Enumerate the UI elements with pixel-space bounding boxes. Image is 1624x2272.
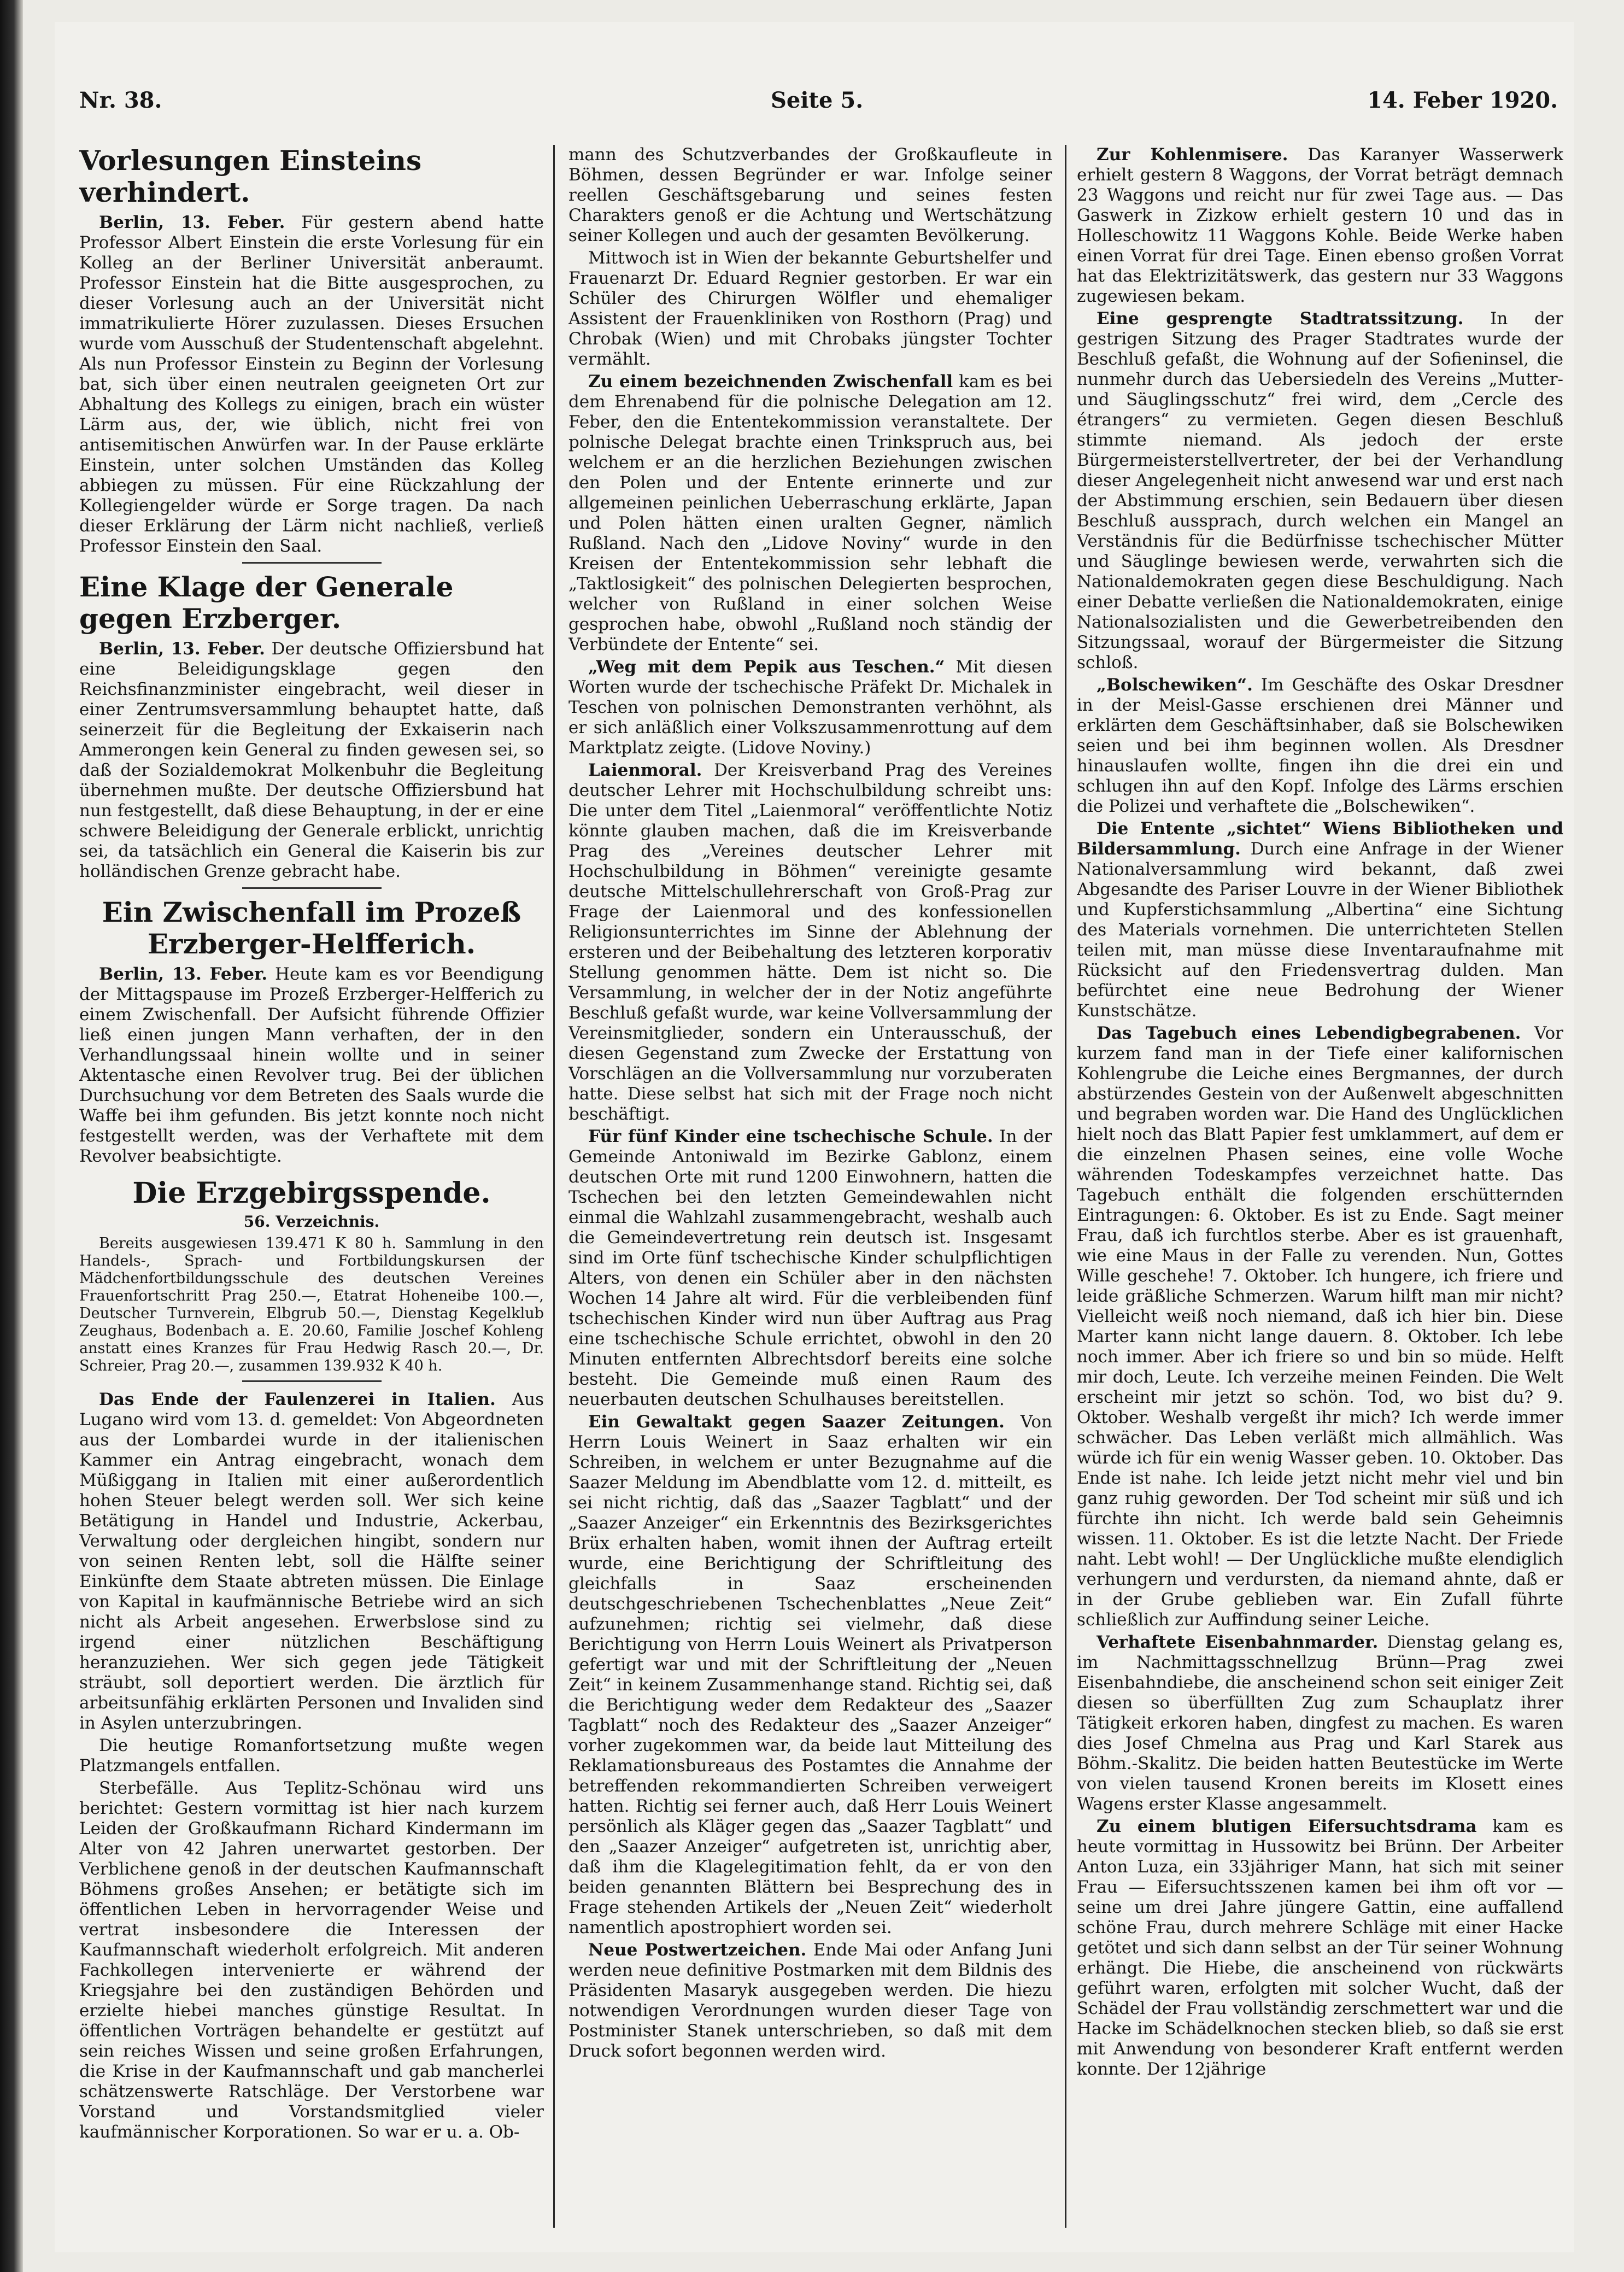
- column-rule: [1065, 145, 1066, 2228]
- article-text: Der Kreisverband Prag des Vereines deutscher Lehrer mit Hochschulbildung schreibt uns: Die unter dem Titel „Laienmoral“ veröffentlichte Notiz könnte glauben machen, daß die im Kreisverbande Prag des „Vereines deutscher Lehrer mit Hochschulbildung in Böhmen“ vereinigte gesamte deutsche Mittelschullehrerschaft von Groß-Prag zur Frage der Laienmoral und des konfessionellen Religionsunterrichtes im Sinne der Ablehnung der ersteren und der Beibehaltung des letzteren korporativ Stellung genommen hätte. Dem ist nicht so. Die Versammlung, in welcher der in der Notiz angeführte Beschluß gefaßt wurde, war keine Vollversammlung der Vereinsmitglieder, sondern ein Unterausschuß, der diesen Gegenstand zum Zwecke der Erstattung von Vorschlägen an die Vollversammlung nur vorzuberaten hatte. Diese selbst hat sich mit der Frage noch nicht beschäftigt.: [568, 760, 1052, 1124]
- dateline: Berlin, 13. Feber.: [99, 213, 285, 232]
- article-text: Aus Lugano wird vom 13. d. gemeldet: Von Abgeordneten aus der Lombardei wurde in der italienischen Kammer ein Antrag eingebracht, wonach dem Müßiggang in Italien mit einer außerordentlich hohen Steuer belegt werden soll. Wer sich keine Betätigung in Handel und Industrie, Ackerbau, Verwaltung oder dergleichen hingibt, sondern nur von seinen Renten lebt, soll die Hälfte seiner Einkünfte dem Staate abtreten müssen. Die Einlage von Kapital in kaufmännische Betriebe wird an sich nicht als Arbeit angesehen. Erwerbslose sind zu irgend einer nützlichen Beschäftigung heranzuziehen. Wer sich gegen jede Tätigkeit sträubt, soll deportiert werden. Die ärztlich für arbeitsunfähig erklärten Personen und Invaliden sind in Asylen unterzubringen.: [79, 1390, 544, 1733]
- article-text: Für gestern abend hatte Professor Albert Einstein die erste Vorlesung für ein Kolleg an der Berliner Universität anberaumt. Professor Einstein hat die Bitte ausgesprochen, zu dieser Vorlesung auch an der Universität nicht immatrikulierte Hörer zuzulassen. Dieses Ersuchen wurde vom Ausschuß der Studentenschaft abgelehnt. Als nun Professor Einstein zu Beginn der Vorlesung bat, sich über einen neutralen geeigneten Ort zur Abhaltung des Kollegs zu einigen, brach ein wüster Lärm aus, der, wie üblich, nicht frei von antisemitischen Anwürfen war. In der Pause erklärte Einstein, unter solchen Umständen das Kolleg abbiegen zu müssen. Für eine Rückzahlung der Kollegiengelder würde er Sorge tragen. Da nach dieser Erklärung der Lärm nicht nachließ, verließ Professor Einstein den Saal.: [79, 213, 544, 556]
- dateline: Berlin, 13. Feber.: [99, 964, 268, 984]
- article-body: [1077, 309, 1563, 673]
- article-title: Vorlesungen Einsteins verhindert.: [79, 145, 422, 208]
- article-lead: „Weg mit dem Pepik aus Teschen.“: [588, 657, 945, 677]
- article-text: Im Geschäfte des Oskar Dresdner in der Meisl-Gasse erschienen drei Männer und erklärten dem Geschäftsinhaber, daß sie Bolschewiken seien und bei ihm beginnen wollen. Als Dresdner hinauslaufen wollte, fingen ihn die drei ein und schlugen ihn auf den Kopf. Infolge des Lärms erschien die Polizei und verhaftete die „Bolschewiken“.: [1077, 675, 1563, 816]
- article-subtitle: 56. Verzeichnis.: [243, 1213, 380, 1231]
- article-lead: Eine gesprengte Stadtratssitzung.: [1097, 309, 1464, 329]
- article-lead: Für fünf Kinder eine tschechische Schule.: [588, 1127, 993, 1146]
- article-body: [568, 1940, 1052, 2062]
- article-body: Sterbefälle. Aus Teplitz-Schönau wird uns berichtet: Gestern vormittag ist hier nach kurzem Leiden der Großkaufmann Richard Kindermann im Alter von 42 Jahren unerwartet gestorben. Der Verblichene genoß in der deutschen Kaufmannschaft Böhmens großes Ansehen; er betätigte sich im öffentlichen Leben in hervorragender Weise und vertrat insbesondere die Interessen der Kaufmannschaft wiederholt erfolgreich. Mit anderen Fachkollegen intervenierte er während der Kriegsjahre bei den zuständigen Behörden und erzielte hiebei manches günstige Resultat. In öffentlichen Vorträgen behandelte er gestützt auf sein reiches Wissen und seine großen Erfahrungen, die Krise in der Kaufmannschaft und gab mancherlei schätzenswerte Ratschläge. Der Verstorbene war Vorstand und Vorstandsmitglied vieler kaufmännischer Korporationen. So war er u. a. Ob-: [79, 1778, 544, 2142]
- article-lead: Das Ende der Faulenzerei in Italien.: [99, 1390, 496, 1409]
- separator: [242, 562, 382, 564]
- article-body: [568, 657, 1052, 758]
- article-body: [79, 964, 544, 1167]
- article-text: Dienstag gelang es, im Nachmittagsschnellzug Brünn—Prag zwei Eisenbahndiebe, die anscheinend schon seit einiger Zeit diesen so überfüllten Zug zum Schauplatz ihrer Tätigkeit erkoren haben, dingfest zu machen. Es waren dies Josef Chmelna aus Prag und Karl Starek aus Böhm.-Skalitz. Die beiden hatten Beutestücke im Werte von vielen tausend Kronen bereits im Klosett eines Wagens erster Klasse angesammelt.: [1077, 1632, 1563, 1814]
- article-lead: Laienmoral.: [588, 760, 702, 780]
- article-text: In der Gemeinde Antoniwald im Bezirke Gablonz, einem deutschen Orte mit rund 1200 Einwohnern, hatten die Tschechen bei den letzten Gemeindewahlen nicht einmal die Wahlzahl zusammengebracht, weshalb auch die Gemeindevertretung rein deutsch ist. Insgesamt sind im Orte fünf tschechische Kinder schulpflichtigen Alters, von denen ein Schüler aber in den nächsten Wochen 14 Jahre alt wird. Für die verbleibenden fünf tschechischen Kinder wird nun über Auftrag aus Prag eine tschechische Schule errichtet, obwohl in den 20 Minuten entfernten Albrechtsdorf bereits eine solche besteht. Die Gemeinde muß einen Raum des neuerbauten deutschen Schulhauses bereitstellen.: [568, 1127, 1052, 1409]
- article-text: Das Karanyer Wasserwerk erhielt gestern 8 Waggons, der Vorrat beträgt demnach 23 Waggons und reicht nur für zwei Tage aus. — Das Gaswerk in Zizkow erhielt gestern 10 und das in Holleschowitz 11 Waggons Kohle. Beide Werke haben einen Vorrat für drei Tage. Einen ebenso großen Vorrat hat das Elektrizitätswerk, das gestern nur 33 Waggons zugewiesen bekam.: [1077, 145, 1563, 306]
- article-title: Ein Zwischenfall im Prozeß Erzberger-Helfferich.: [102, 896, 521, 960]
- article-text: Von Herrn Louis Weinert in Saaz erhalten wir ein Schreiben, in welchem er unter Bezugnahme auf die Saazer Meldung im Abendblatte vom 12. d. mitteilt, es sei nicht richtig, daß das „Saazer Tagblatt“ und der „Saazer Anzeiger“ ein Erkenntnis des Bezirksgerichtes Brüx erhalten haben, womit ihnen der Auftrag erteilt wurde, eine Berichtigung der Schriftleitung des gleichfalls in Saaz erscheinenden deutschgeschriebenen Tschechenblattes „Neue Zeit“ aufzunehmen; richtig sei vielmehr, daß diese Berichtigung von Herrn Louis Weinert als Privatperson gefertigt war und mit der Schriftleitung der „Neuen Zeit“ in keinem Zusammenhange stand. Richtig sei, daß die Berichtigung weder dem Redakteur des „Saazer Tagblatt“ noch des Redakteur des „Saazer Anzeiger“ vorher zugekommen war, da beide laut Mitteilung des Reklamationsbureaus des Postamtes die Annahme der betreffenden rekommandierten Schreiben verweigert hatten. Richtig sei ferner auch, daß Herr Louis Weinert persönlich als Kläger gegen das „Saazer Tagblatt“ und den „Saazer Anzeiger“ aufgetreten ist, unrichtig aber, daß ihm die Klagelegitimation fehlt, da er von den beiden genannten Blättern bei Besprechung des in Frage stehenden Artikels der „Neuen Zeit“ wiederholt namentlich apostrophiert worden sei.: [568, 1412, 1052, 1937]
- page-header: [55, 87, 1574, 131]
- article-text: In der gestrigen Sitzung des Prager Stadtrates wurde der Beschluß gefaßt, die Wohnung auf der Sofieninsel, die nunmehr durch das Uebersiedeln des Vereins „Mutter- und Säuglingsschutz“ frei wird, dem „Cercle des étrangers“ zu vermieten. Gegen diesen Beschluß stimmte niemand. Als jedoch der erste Bürgermeisterstellvertreter, der bei der Verhandlung dieser Angelegenheit nicht anwesend war und erst nach der Abstimmung erschien, sein Bedauern über diesen Beschluß aussprach, durch welchen ein Mangel an Verständnis für die Bedürfnisse tschechischer Mütter und Säuglinge bewiesen werde, verwahrten sich die Nationaldemokraten gegen diese Beschuldigung. Nach einer Debatte verließen die Nationaldemokraten, einige Nationalsozialisten und die Gewerbetreibenden den Sitzungssaal, worauf der Bürgermeister die Sitzung schloß.: [1077, 309, 1563, 672]
- article-body: [1077, 819, 1563, 1021]
- article-text: Durch eine Anfrage in der Wiener Nationalversammlung wird bekannt, daß zwei Abgesandte des Pariser Louvre in der Wiener Bibliothek und Kupferstichsammlung „Albertina“ eine Sichtung des Materials vornehmen. Die unterrichteten Stellen teilen mit, man müsse diese Inventaraufnahme mit Rücksicht auf den Friedensvertrag dulden. Man befürchtet eine neue Bedrohung der Wiener Kunstschätze.: [1077, 839, 1563, 1021]
- article-lead: Zu einem bezeichnenden Zwischenfall: [588, 372, 953, 391]
- column-right: [1077, 145, 1563, 2228]
- article-title: Die Erzgebirgsspende.: [132, 1176, 491, 1210]
- article-text: Der deutsche Offiziersbund hat eine Beleidigungsklage gegen den Reichsfinanzminister eingebracht, weil dieser in einer Zentrumsversammlung behauptet hatte, daß seinerzeit für die Begleitung der Exkaiserin nach Ammerongen kein General zu finden gewesen sei, so daß der Sozialdemokrat Molkenbuhr die Begleitung übernehmen mußte. Der deutsche Offiziersbund hat nun festgestellt, daß diese Behauptung, in der er eine schwere Beleidigung der Generale erblickt, unrichtig sei, da tatsächlich ein General die Kaiserin bis zur holländischen Grenze gebracht habe.: [79, 639, 544, 881]
- article-lead: Verhaftete Eisenbahnmarder.: [1097, 1632, 1379, 1652]
- article-body: [568, 1127, 1052, 1410]
- article-text: Mit diesen Worten wurde der tschechische Präfekt Dr. Michalek in Teschen von polnischen Demonstranten verhöhnt, als er sich anläßlich einer Volkszusammenrottung auf dem Marktplatz zeigte. (Lidove Noviny.): [568, 657, 1052, 758]
- article-body: [1077, 1023, 1563, 1630]
- article-body: [568, 1412, 1052, 1938]
- article-body: [1077, 145, 1563, 307]
- article-body: Mittwoch ist in Wien der bekannte Geburtshelfer und Frauenarzt Dr. Eduard Regnier gestorben. Er war ein Schüler des Chirurgen Wölfler und ehemaliger Assistent der Frauenkliniken von Rosthorn (Prag) und Chrobak (Wien) und mit Chrobaks jüngster Tochter vermählt.: [568, 248, 1052, 369]
- article-lead: Die Entente „sichtet“ Wiens Bibliotheken und Bildersammlung.: [1077, 819, 1563, 859]
- article-body: [79, 213, 544, 557]
- article-lead: Neue Postwertzeichen.: [588, 1940, 807, 1960]
- article-text: kam es bei dem Ehrenabend für die polnische Delegation am 12. Feber, den die Ententekommission veranstaltete. Der polnische Delegat brachte einen Trinkspruch aus, bei welchem er an die herzlichen Beziehungen zwischen den Polen und der Entente erinnerte und zur allgemeinen peinlichen Ueberraschung erklärte, Japan und Polen hätten einen uralten Gegner, nämlich Rußland. Nach den „Lidove Noviny“ wurde in den Kreisen der Ententekommission sehr lebhaft die „Taktlosigkeit“ des polnischen Delegierten besprochen, welcher von Rußland in einer solchen Weise gesprochen habe, obwohl „Rußland noch ständig der Verbündete der Entente“ sei.: [568, 372, 1052, 654]
- article-body: [79, 639, 544, 882]
- article-lead: Das Tagebuch eines Lebendigbegrabenen.: [1097, 1023, 1521, 1043]
- article-body: [79, 1390, 544, 1734]
- column-left: [79, 145, 544, 2228]
- article-body: [568, 760, 1052, 1125]
- issue-number: Nr. 38.: [79, 87, 162, 113]
- article-body: [568, 372, 1052, 655]
- article-lead: Zu einem blutigen Eifersuchtsdrama: [1097, 1817, 1477, 1836]
- issue-date: 14. Feber 1920.: [1367, 87, 1558, 113]
- page-number: Seite 5.: [771, 87, 864, 113]
- article-lead: „Bolschewiken“.: [1097, 675, 1253, 695]
- article-text: Ende Mai oder Anfang Juni werden neue definitive Postmarken mit dem Bildnis des Präsidenten Masaryk ausgegeben werden. Die hiezu notwendigen Verordnungen wurden dieser Tage von Postminister Stanek unterschrieben, so daß mit dem Druck sofort begonnen werden wird.: [568, 1940, 1052, 2061]
- article-text: Heute kam es vor Beendigung der Mittagspause im Prozeß Erzberger-Helfferich zu einem Zwischenfall. Der Aufsicht führende Offizier ließ einen jungen Mann verhaften, der in den Verhandlungssaal hinein wollte und in seiner Aktentasche einen Revolver trug. Bei der üblichen Durchsuchung vor dem Betreten des Saals wurde die Waffe bei ihm gefunden. Bis jetzt konnte noch nicht festgestellt werden, was der Verhaftete mit dem Revolver beabsichtigte.: [79, 964, 544, 1166]
- article-lead: Ein Gewaltakt gegen Saazer Zeitungen.: [588, 1412, 1005, 1432]
- separator: [242, 1380, 382, 1382]
- article-title: Eine Klage der Generale gegen Erzberger.: [79, 571, 454, 635]
- newspaper-page: [55, 22, 1574, 2252]
- article-text: kam es heute vormittag in Hussowitz bei Brünn. Der Arbeiter Anton Luza, ein 33jähriger Mann, hat sich mit seiner Frau — Eifersuchtsszenen kamen bei ihm oft vor — seine um drei Jahre jüngere Gattin, eine auffallend schöne Frau, durch mehrere Schläge mit einer Hacke getötet und sich dann selbst an der Tür seiner Wohnung erhängt. Die Hiebe, die anscheinend von rückwärts geführt waren, erfolgten mit solcher Wucht, daß der Schädel der Frau vollständig zerschmettert war und die Hacke im Schädelknochen stecken blieb, so daß sie erst mit Anwendung von besonderer Kraft entfernt werden konnte. Der 12jährige: [1077, 1817, 1563, 2079]
- article-text: Vor kurzem fand man in der Tiefe einer kalifornischen Kohlengrube die Leiche eines Bergmannes, der durch abstürzendes Gestein von der Außenwelt abgeschnitten und begraben worden war. Die Hand des Unglücklichen hielt noch das Blatt Papier fest umklammert, auf dem er die einzelnen Phasen seines, eine volle Woche währenden Todeskampfes verzeichnet hatte. Das Tagebuch enthält die folgenden erschütternden Eintragungen: 6. Oktober. Es ist zu Ende. Sagt meiner Frau, daß ich furchtlos sterbe. Aber es ist grauenhaft, wie eine Maus in der Falle zu verenden. Nun, Gottes Wille geschehe! 7. Oktober. Ich hungere, ich friere und leide gräßliche Schmerzen. Warum hilft man mir nicht? Vielleicht weiß noch niemand, daß ich hier bin. Diese Marter kann nicht lange dauern. 8. Oktober. Ich lebe noch immer. Aber ich friere so und bin so müde. Helft mir doch, Leute. Ich verzeihe meinen Feinden. Die Welt erscheint mir jetzt so schön. Tod, wo bist du? 9. Oktober. Weshalb vergeßt ihr mich? Ich werde immer schwächer. Das Leben verläßt mich allmählich. Was würde ich für ein wenig Wasser geben. 10. Oktober. Das Ende ist nahe. Ich leide jetzt nicht mehr viel und bin ganz ruhig geworden. Der Tod scheint mir süß und ich fürchte ihn nicht. Ich werde bald sein Geheimnis wissen. 11. Oktober. Es ist die letzte Nacht. Der Friede naht. Lebt wohl! — Der Unglückliche mußte elendiglich verhungern und verdursten, da niemand ahnte, daß er in der Grube geblieben war. Ein Zufall führte schließlich zur Auffindung seiner Leiche.: [1077, 1023, 1563, 1630]
- article-body: [1077, 1817, 1563, 2080]
- article-body: [1077, 1632, 1563, 1814]
- article-body: [1077, 675, 1563, 817]
- article-lead: Zur Kohlenmisere.: [1097, 145, 1288, 165]
- column-middle: [568, 145, 1052, 2228]
- notice-text: Die heutige Romanfortsetzung mußte wegen Platzmangels entfallen.: [79, 1736, 544, 1776]
- page-binding-edge: [0, 0, 23, 2272]
- dateline: Berlin, 13. Feber.: [99, 639, 265, 659]
- column-rule: [553, 145, 555, 2228]
- separator: [242, 887, 382, 889]
- donation-list: Bereits ausgewiesen 139.471 K 80 h. Sammlung in den Handels-, Sprach- und Fortbildungskursen der Mädchenfortbildungsschule des deutschen Vereines Frauenfortschritt Prag 250.—, Etatrat Hoheneibe 100.—, Deutscher Turnverein, Elbgrub 50.—, Dienstag Kegelklub Zeughaus, Bodenbach a. E. 20.60, Familie Joschef Kohleng anstatt eines Kranzes für Frau Hedwig Rasch 20.—, Dr. Schreier, Prag 20.—, zusammen 139.932 K 40 h.: [79, 1235, 544, 1374]
- article-body: mann des Schutzverbandes der Großkaufleute in Böhmen, dessen Begründer er war. Infolge seiner reellen Geschäftsgebarung und seines festen Charakters genoß er die Achtung und Wertschätzung seiner Kollegen und auch der gesamten Bevölkerung.: [568, 145, 1052, 245]
